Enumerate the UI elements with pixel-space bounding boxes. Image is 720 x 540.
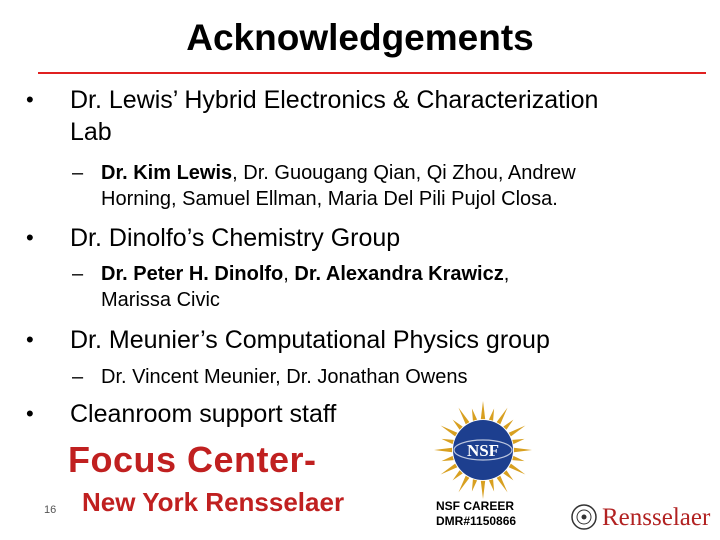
subbullet-lewis-members <box>72 160 712 212</box>
subbullet-dinolfo-members <box>72 261 712 313</box>
nsf-seal-ray <box>481 401 485 419</box>
nsf-seal-ray <box>509 464 526 475</box>
dash-icon: – <box>72 162 84 184</box>
bullet-text: Dr. Dinolfo’s Chemistry Group <box>70 224 401 252</box>
nsf-seal-ray <box>481 481 485 499</box>
nsf-seal-ray <box>503 420 513 430</box>
nsf-seal-ray <box>509 426 526 437</box>
nsf-seal-ray <box>497 408 508 425</box>
focus-center-logo-line2: New York Rensselaer <box>82 487 345 517</box>
bullet-meunier-group <box>26 324 686 356</box>
bullet-dinolfo-group <box>26 222 686 254</box>
nsf-seal-ray <box>459 408 470 425</box>
nsf-seal-ray <box>441 464 458 475</box>
bullet-text: Dr. Meunier’s Computational Physics group <box>70 326 550 354</box>
nsf-seal-icon <box>425 400 541 500</box>
nsf-seal-ray <box>512 439 524 444</box>
dash-icon: – <box>72 366 84 388</box>
nsf-seal-ray <box>441 426 458 437</box>
nsf-seal-ray <box>472 479 477 491</box>
nsf-seal-text: NSF <box>466 441 500 460</box>
bullet-lewis-lab <box>26 84 686 148</box>
nsf-seal-ray <box>442 456 454 461</box>
subbullet-meunier-members <box>72 364 712 390</box>
dash-icon: – <box>72 263 84 285</box>
nsf-seal-ray <box>497 476 508 493</box>
bullet-icon: • <box>26 225 34 250</box>
bullet-text: Cleanroom support staff <box>70 400 337 428</box>
page-number: 16 <box>44 504 57 516</box>
rensselaer-seal-icon <box>570 503 598 531</box>
nsf-seal-ray <box>453 470 463 480</box>
focus-center-logo-line1: Focus Center- <box>68 439 317 480</box>
nsf-seal-ray <box>514 448 532 452</box>
slide-title: Acknowledgements <box>186 17 534 58</box>
nsf-seal-ray <box>472 409 477 421</box>
nsf-seal-ray <box>459 476 470 493</box>
nsf-seal-ray <box>503 470 513 480</box>
bullet-icon: • <box>26 401 34 426</box>
nsf-seal-ray <box>453 420 463 430</box>
subbullet-text: Dr. Kim Lewis, Dr. Guougang Qian, Qi Zhou, Andrew Horning, Samuel Ellman, Maria Del Pili Pujol Closa. <box>101 162 576 210</box>
bullet-text: Dr. Lewis’ Hybrid Electronics & Characterization Lab <box>70 86 599 146</box>
bullet-icon: • <box>26 87 34 112</box>
bullet-cleanroom-staff <box>26 398 426 430</box>
nsf-seal-ray <box>434 448 452 452</box>
nsf-seal-ray <box>489 409 494 421</box>
nsf-seal-ray <box>442 439 454 444</box>
title-underline <box>38 72 706 74</box>
bullet-icon: • <box>26 327 34 352</box>
nsf-seal-ray <box>512 456 524 461</box>
nsf-career-caption: NSF CAREER DMR#1150866 <box>436 499 517 528</box>
rensselaer-name: Rensselaer <box>602 504 711 531</box>
nsf-seal-ray <box>489 479 494 491</box>
subbullet-text: Dr. Vincent Meunier, Dr. Jonathan Owens <box>101 366 468 388</box>
subbullet-text: Dr. Peter H. Dinolfo, Dr. Alexandra Krawicz, Marissa Civic <box>101 263 510 311</box>
